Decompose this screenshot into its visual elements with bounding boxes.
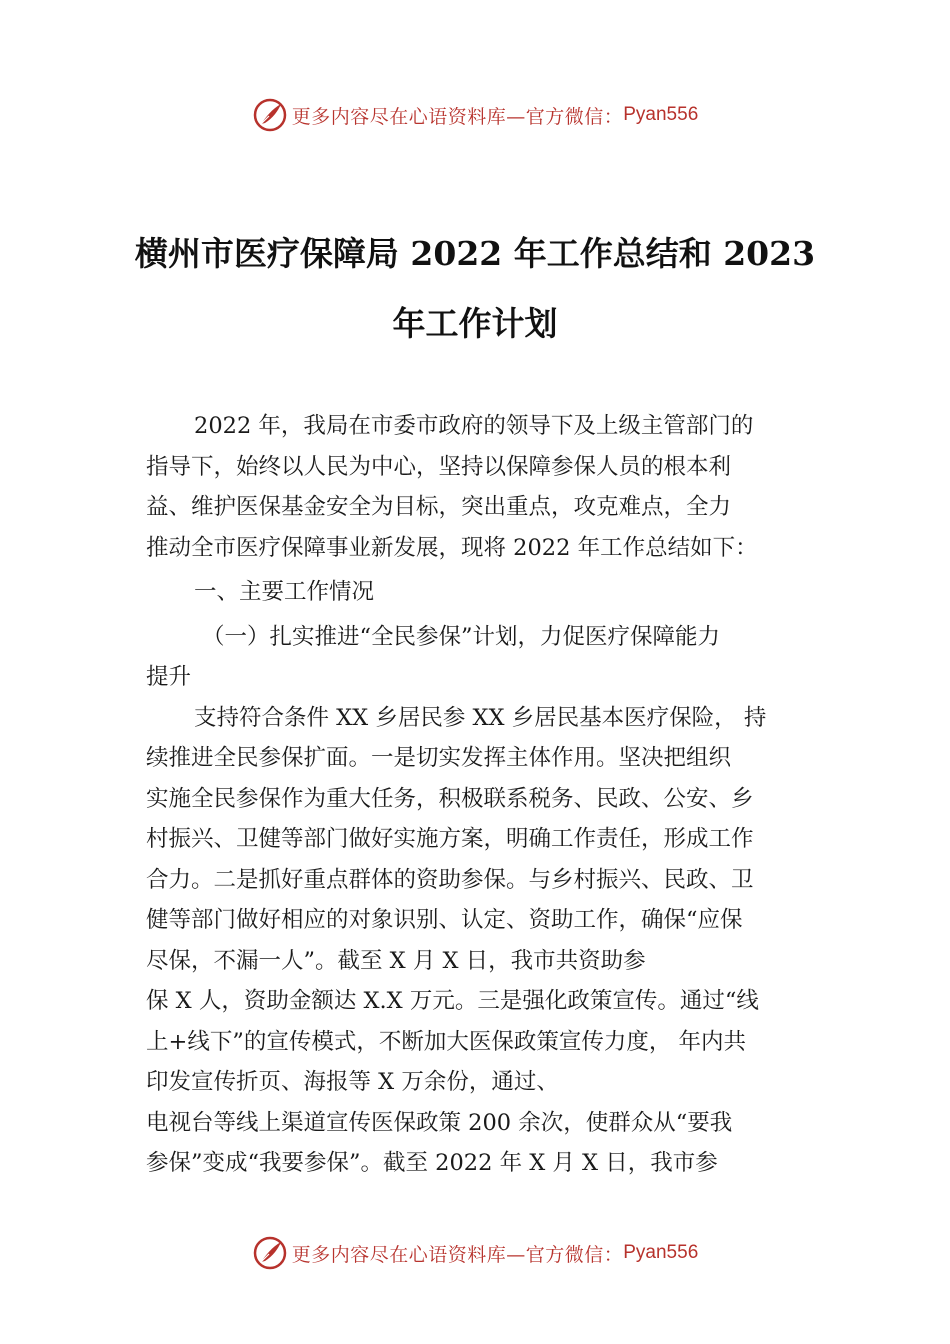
body-line: 尽保，不漏一人”。截至 X 月 X 日，我市共资助参 <box>146 947 646 974</box>
watermark-banner-top <box>0 95 950 135</box>
body-line: 实施全民参保作为重大任务，积极联系税务、民政、公安、乡 <box>146 785 754 812</box>
body-line: 健等部门做好相应的对象识别、认定、资助工作，确保“应保 <box>146 907 743 933</box>
body-line: 益、维护医保基金安全为目标，突出重点，攻克难点，全力 <box>146 494 732 520</box>
watermark-text: 更多内容尽在心语资料库—官方微信： <box>291 1243 624 1266</box>
document-body <box>146 406 826 1184</box>
body-line: 指导下，始终以人民为中心，坚持以保障参保人员的根本利 <box>146 453 732 480</box>
body-line: 支持符合条件 XX 乡居民参 XX 乡居民基本医疗保险， 持 <box>194 704 767 731</box>
watermark-banner-bottom <box>0 1233 950 1273</box>
wechat-id: Pyan556 <box>623 104 699 125</box>
body-line: 村振兴、卫健等部门做好实施方案，明确工作责任，形成工作 <box>146 826 754 852</box>
document-title-line-2: 年工作计划 <box>392 304 558 343</box>
subsection-heading: （一）扎实推进“全民参保”计划，力促医疗保障能力 <box>202 623 721 650</box>
body-line: 电视台等线上渠道宣传医保政策 200 余次，使群众从“要我 <box>146 1109 733 1136</box>
body-line: 续推进全民参保扩面。一是切实发挥主体作用。坚决把组织 <box>146 745 732 771</box>
body-line: 2022 年，我局在市委市政府的领导下及上级主管部门的 <box>194 413 754 439</box>
section-heading: 一、主要工作情况 <box>194 579 375 605</box>
body-line: 上+线下”的宣传模式，不断加大医保政策宣传力度， 年内共 <box>146 1028 747 1055</box>
wechat-id: Pyan556 <box>623 1242 699 1263</box>
body-line: 合力。二是抓好重点群体的资助参保。与乡村振兴、民政、卫 <box>146 866 754 893</box>
body-line: 参保”变成“我要参保”。截至 2022 年 X 月 X 日，我市参 <box>146 1150 718 1176</box>
subsection-heading-cont: 提升 <box>146 664 192 690</box>
quill-logo-icon <box>252 97 288 133</box>
body-line: 印发宣传折页、海报等 X 万余份，通过、 <box>146 1069 559 1095</box>
quill-logo-icon <box>252 1235 288 1271</box>
body-line: 推动全市医疗保障事业新发展，现将 2022 年工作总结如下： <box>146 534 758 561</box>
watermark-text: 更多内容尽在心语资料库—官方微信： <box>291 105 624 128</box>
body-line: 保 X 人，资助金额达 X.X 万元。三是强化政策宣传。通过“线 <box>146 988 759 1014</box>
document-title-line-1: 横州市医疗保障局 2022 年工作总结和 2023 <box>134 234 816 273</box>
